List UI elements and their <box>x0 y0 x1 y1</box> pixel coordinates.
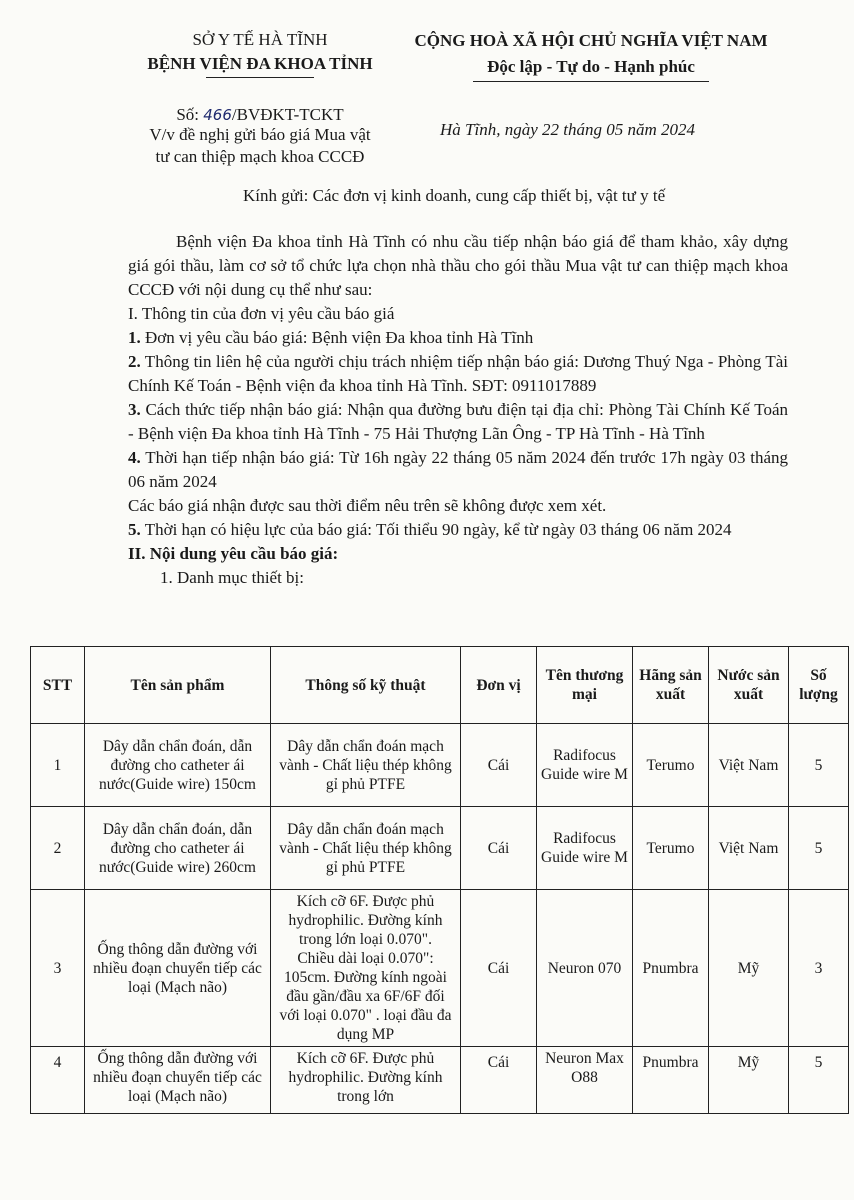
item-5-number: 5. <box>128 520 141 539</box>
table-row <box>31 807 849 890</box>
subject-line-1: V/v đề nghị gửi báo giá Mua vật <box>149 125 371 144</box>
cell-unit: Cái <box>461 724 537 807</box>
cell-name: Ống thông dẫn đường với nhiều đoạn chuyển tiếp các loại (Mạch não) <box>85 890 271 1047</box>
cell-origin: Việt Nam <box>709 724 789 807</box>
cell-name: Dây dẫn chẩn đoán, dẫn đường cho catheter ái nước(Guide wire) 150cm <box>85 724 271 807</box>
national-motto: Độc lập - Tự do - Hạnh phúc <box>487 57 695 76</box>
cell-stt <box>31 1047 85 1114</box>
cell-qty-text: 5 <box>814 1054 823 1071</box>
cell-maker: Terumo <box>633 724 709 807</box>
col-header-qty: Số lượng <box>789 647 849 724</box>
header-left-underline <box>206 77 314 78</box>
item-5-text: Thời hạn có hiệu lực của báo giá: Tối thiểu 90 ngày, kể từ ngày 03 tháng 06 năm 2024 <box>140 520 732 539</box>
item-5 <box>128 518 788 542</box>
subject-line-2: tư can thiệp mạch khoa CCCĐ <box>155 147 365 166</box>
col-header-spec: Thông số kỹ thuật <box>271 647 461 724</box>
col-header-maker: Hãng sản xuất <box>633 647 709 724</box>
section-2-heading: II. Nội dung yêu cầu báo giá: <box>128 544 339 563</box>
cell-qty: 5 <box>789 724 849 807</box>
item-1 <box>128 326 788 350</box>
cell-stt-text: 4 <box>53 1054 62 1071</box>
cell-unit-text: Cái <box>487 1054 510 1071</box>
cell-spec: Dây dẫn chẩn đoán mạch vành - Chất liệu thép không gỉ phủ PTFE <box>271 724 461 807</box>
item-4 <box>128 446 788 494</box>
header-right-underline <box>473 81 709 82</box>
handwritten-number: 466 <box>203 106 232 124</box>
cell-name: Ống thông dẫn đường với nhiều đoạn chuyển tiếp các loại (Mạch não) <box>85 1047 271 1114</box>
col-header-origin: Nước sản xuất <box>709 647 789 724</box>
cell-unit: Cái <box>461 890 537 1047</box>
late-note: Các báo giá nhận được sau thời điểm nêu trên sẽ không được xem xét. <box>128 496 607 515</box>
cell-trade: Radifocus Guide wire M <box>537 807 633 890</box>
cell-maker: Terumo <box>633 807 709 890</box>
item-2-number: 2. <box>128 352 141 371</box>
item-2-text: Thông tin liên hệ của người chịu trách nhiệm tiếp nhận báo giá: Dương Thuý Nga - Phòng Tài Chính Kế Toán - Bệnh viện đa khoa tỉnh Hà Tĩnh. SĐT: 0911017889 <box>128 352 788 395</box>
cell-spec: Kích cỡ 6F. Được phủ hydrophilic. Đường kính trong lớn <box>271 1047 461 1114</box>
intro-paragraph: Bệnh viện Đa khoa tỉnh Hà Tĩnh có nhu cầu tiếp nhận báo giá để tham khảo, xây dựng giá gói thầu, làm cơ sở tổ chức lựa chọn nhà thầu cho gói thầu Mua vật tư can thiệp mạch khoa CCCĐ với nội dung cụ thể như sau: <box>128 232 788 299</box>
table-header-row <box>31 647 849 724</box>
table-row <box>31 890 849 1047</box>
cell-origin <box>709 1047 789 1114</box>
cell-trade: Neuron Max O88 <box>537 1047 633 1114</box>
section-1-heading: I. Thông tin của đơn vị yêu cầu báo giá <box>128 304 395 323</box>
col-header-unit: Đơn vị <box>461 647 537 724</box>
table-row <box>31 724 849 807</box>
cell-qty: 5 <box>789 807 849 890</box>
cell-trade: Radifocus Guide wire M <box>537 724 633 807</box>
document-subject <box>110 124 410 168</box>
item-4-text: Thời hạn tiếp nhận báo giá: Từ 16h ngày 22 tháng 05 năm 2024 đến trước 17h ngày 03 tháng 06 năm 2024 <box>128 448 788 491</box>
document-body <box>128 230 788 590</box>
cell-spec: Kích cỡ 6F. Được phủ hydrophilic. Đường kính trong lớn loại 0.070". Chiều dài loại 0.070": 105cm. Đường kính ngoài đầu gần/đầu xa 6F/6F đối với loại 0.070" . loại đầu đa dụng MP <box>271 890 461 1047</box>
cell-qty: 3 <box>789 890 849 1047</box>
equipment-table <box>30 646 849 1114</box>
cell-stt: 3 <box>31 890 85 1047</box>
cell-trade: Neuron 070 <box>537 890 633 1047</box>
cell-stt: 2 <box>31 807 85 890</box>
parent-department: SỞ Y TẾ HÀ TĨNH <box>192 30 328 49</box>
date-line: Hà Tĩnh, ngày 22 tháng 05 năm 2024 <box>440 120 695 139</box>
country-name: CỘNG HOÀ XÃ HỘI CHỦ NGHĨA VIỆT NAM <box>414 31 768 50</box>
cell-origin: Việt Nam <box>709 807 789 890</box>
cell-spec: Dây dẫn chẩn đoán mạch vành - Chất liệu thép không gỉ phủ PTFE <box>271 807 461 890</box>
cell-stt: 1 <box>31 724 85 807</box>
national-header <box>392 28 790 82</box>
cell-name: Dây dẫn chẩn đoán, dẫn đường cho catheter ái nước(Guide wire) 260cm <box>85 807 271 890</box>
item-1-text: Đơn vị yêu cầu báo giá: Bệnh viện Đa khoa tỉnh Hà Tĩnh <box>140 328 534 347</box>
item-3 <box>128 398 788 446</box>
cell-unit: Cái <box>461 807 537 890</box>
cell-maker <box>633 1047 709 1114</box>
table-row <box>31 1047 849 1114</box>
recipient-line: Kính gửi: Các đơn vị kinh doanh, cung cấp thiết bị, vật tư y tế <box>243 186 666 205</box>
col-header-trade: Tên thương mại <box>537 647 633 724</box>
cell-unit <box>461 1047 537 1114</box>
document-number-prefix: Số: <box>176 105 204 124</box>
item-3-number: 3. <box>128 400 141 419</box>
col-header-stt: STT <box>31 647 85 724</box>
document-number-suffix: /BVĐKT-TCKT <box>231 105 344 124</box>
cell-maker-text: Pnumbra <box>642 1054 699 1071</box>
hospital-name: BỆNH VIỆN ĐA KHOA TỈNH <box>147 54 373 73</box>
item-4-number: 4. <box>128 448 141 467</box>
item-1-number: 1. <box>128 328 141 347</box>
cell-origin-text: Mỹ <box>737 1054 760 1071</box>
col-header-name: Tên sản phẩm <box>85 647 271 724</box>
item-2 <box>128 350 788 398</box>
item-3-text: Cách thức tiếp nhận báo giá: Nhận qua đường bưu điện tại địa chỉ: Phòng Tài Chính Kế Toán - Bệnh viện Đa khoa tỉnh Hà Tĩnh - 75 Hải Thượng Lãn Ông - TP Hà Tĩnh - Hà Tĩnh <box>128 400 788 443</box>
document-number <box>110 104 410 126</box>
cell-maker: Pnumbra <box>633 890 709 1047</box>
subsection-1-heading: 1. Danh mục thiết bị: <box>160 568 305 587</box>
issuing-organization <box>110 28 410 78</box>
cell-origin: Mỹ <box>709 890 789 1047</box>
cell-qty <box>789 1047 849 1114</box>
